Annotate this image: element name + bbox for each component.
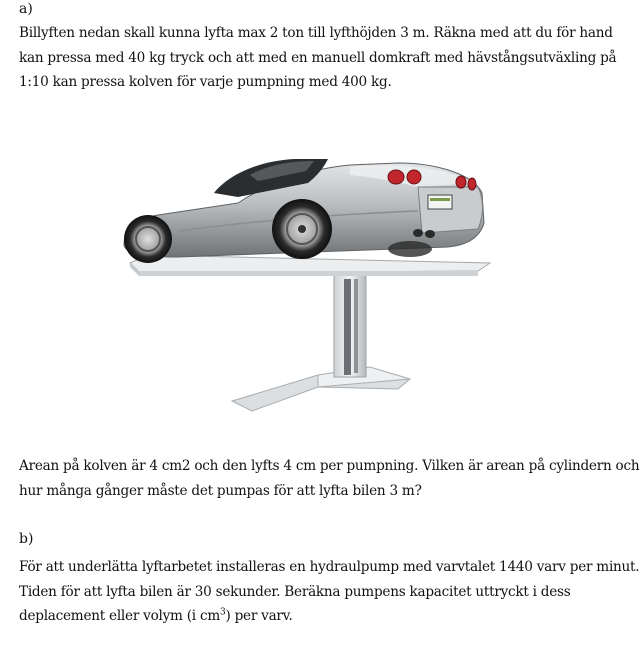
part-a-label: a): [19, 1, 33, 17]
lift-post: [334, 273, 366, 377]
text-line: hur många gånger måste det pumpas för att lyfta bilen 3 m?: [19, 482, 422, 499]
part-a-question: [19, 454, 640, 503]
text-line: För att underlätta lyftarbetet installeras en hydraulpump med varvtalet 1440 varv per minut.: [19, 559, 640, 575]
text-fragment: deplacement eller volym (i cm: [19, 608, 220, 624]
part-b-text: [19, 555, 640, 629]
superscript: 3: [219, 607, 226, 618]
part-b-label: b): [19, 531, 34, 547]
car-lift-illustration: [118, 153, 496, 415]
car: [124, 159, 484, 263]
text-line: Tiden för att lyfta bilen är 30 sekunder. Beräkna pumpens kapacitet uttryckt i dess: [19, 583, 571, 600]
lift-platform: [130, 255, 490, 277]
text-line: 1:10 kan pressa kolven för varje pumpning med 400 kg.: [19, 74, 392, 90]
lift-base: [232, 367, 410, 411]
front-wheel: [124, 215, 172, 263]
text-line: kan pressa med 40 kg tryck och att med en manuell domkraft med hävstångsutväxling på: [19, 49, 617, 66]
part-a-intro: [19, 21, 629, 95]
text-line: Billyften nedan skall kunna lyfta max 2 ton till lyfthöjden 3 m. Räkna med att du för hand: [19, 25, 613, 41]
text-line: Arean på kolven är 4 cm2 och den lyfts 4 cm per pumpning. Vilken är arean på cylindern och: [19, 458, 640, 474]
text-line-last: [19, 604, 629, 629]
text-fragment: ) per varv.: [225, 608, 293, 624]
